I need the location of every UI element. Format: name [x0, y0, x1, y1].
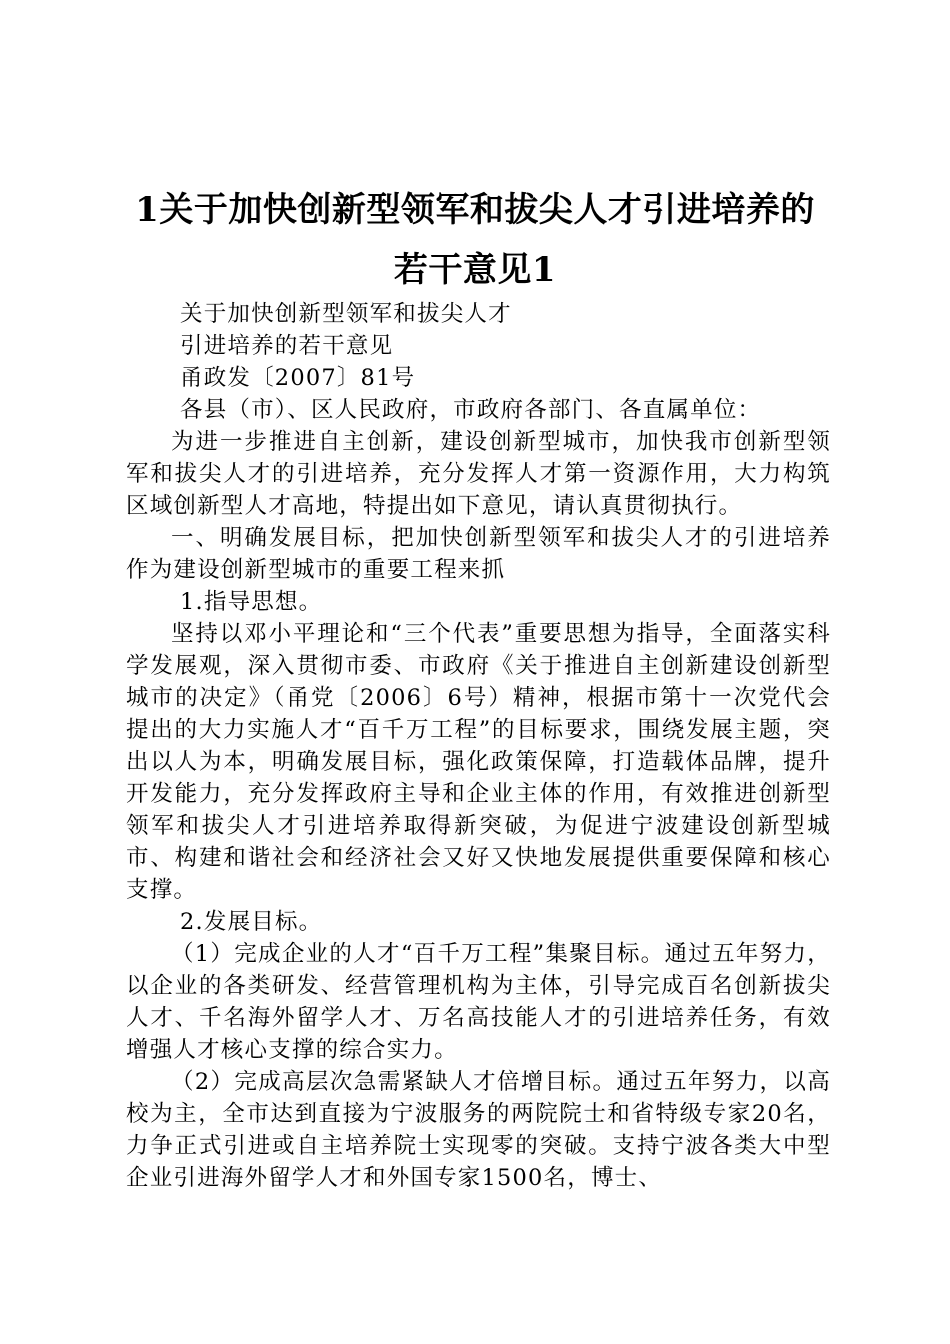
paragraph-guiding-thought: 坚持以邓小平理论和“三个代表”重要思想为指导，全面落实科学发展观，深入贯彻市委、市政府《关于推进自主创新建设创新型城市的决定》（甬党〔2006〕6号）精神，根据市第十一次党代会提出的大力实施人才“百千万工程”的目标要求，围绕发展主题，突出以人为本，明确发展目标，强化政策保障，打造载体品牌，提升开发能力，充分发挥政府主导和企业主体的作用，有效推进创新型领军和拔尖人才引进培养取得新突破，为促进宁波建设创新型城市、构建和谐社会和经济社会又好又快地发展提供重要保障和核心支撑。: [126, 621, 831, 903]
paragraph-goal-2: （2）完成高层次急需紧缺人才倍增目标。通过五年努力，以高校为主，全市达到直接为宁波服务的两院院士和省特级专家20名，力争正式引进或自主培养院士实现零的突破。支持宁波各类大中型企业引进海外留学人才和外国专家1500名，博士、: [126, 1069, 831, 1191]
document-title-line-2: 若干意见1: [393, 250, 557, 290]
heading-line-1: 关于加快创新型领军和拔尖人才: [180, 301, 512, 327]
paragraph-goal-1: （1）完成企业的人才“百千万工程”集聚目标。通过五年努力，以企业的各类研发、经营管理机构为主体，引导完成百名创新拔尖人才、千名海外留学人才、万名高技能人才的引进培养任务，有效增强人才核心支撑的综合实力。: [126, 941, 831, 1063]
document-number: 甬政发〔2007〕81号: [180, 365, 416, 391]
document-title-line-1: 1关于加快创新型领军和拔尖人才引进培养的: [135, 190, 815, 230]
addressee: 各县（市）、区人民政府，市政府各部门、各直属单位：: [180, 397, 762, 423]
section-heading-1: 一、明确发展目标，把加快创新型领军和拔尖人才的引进培养作为建设创新型城市的重要工程来抓: [126, 525, 831, 583]
subheading-guiding-thought: 1.指导思想。: [180, 589, 323, 615]
heading-line-2: 引进培养的若干意见: [180, 333, 394, 359]
document-body: [126, 298, 831, 1194]
subheading-development-goals: 2.发展目标。: [180, 909, 323, 935]
paragraph-intro: 为进一步推进自主创新，建设创新型城市，加快我市创新型领军和拔尖人才的引进培养，充分发挥人才第一资源作用，大力构筑区域创新型人才高地，特提出如下意见，请认真贯彻执行。: [126, 429, 831, 519]
